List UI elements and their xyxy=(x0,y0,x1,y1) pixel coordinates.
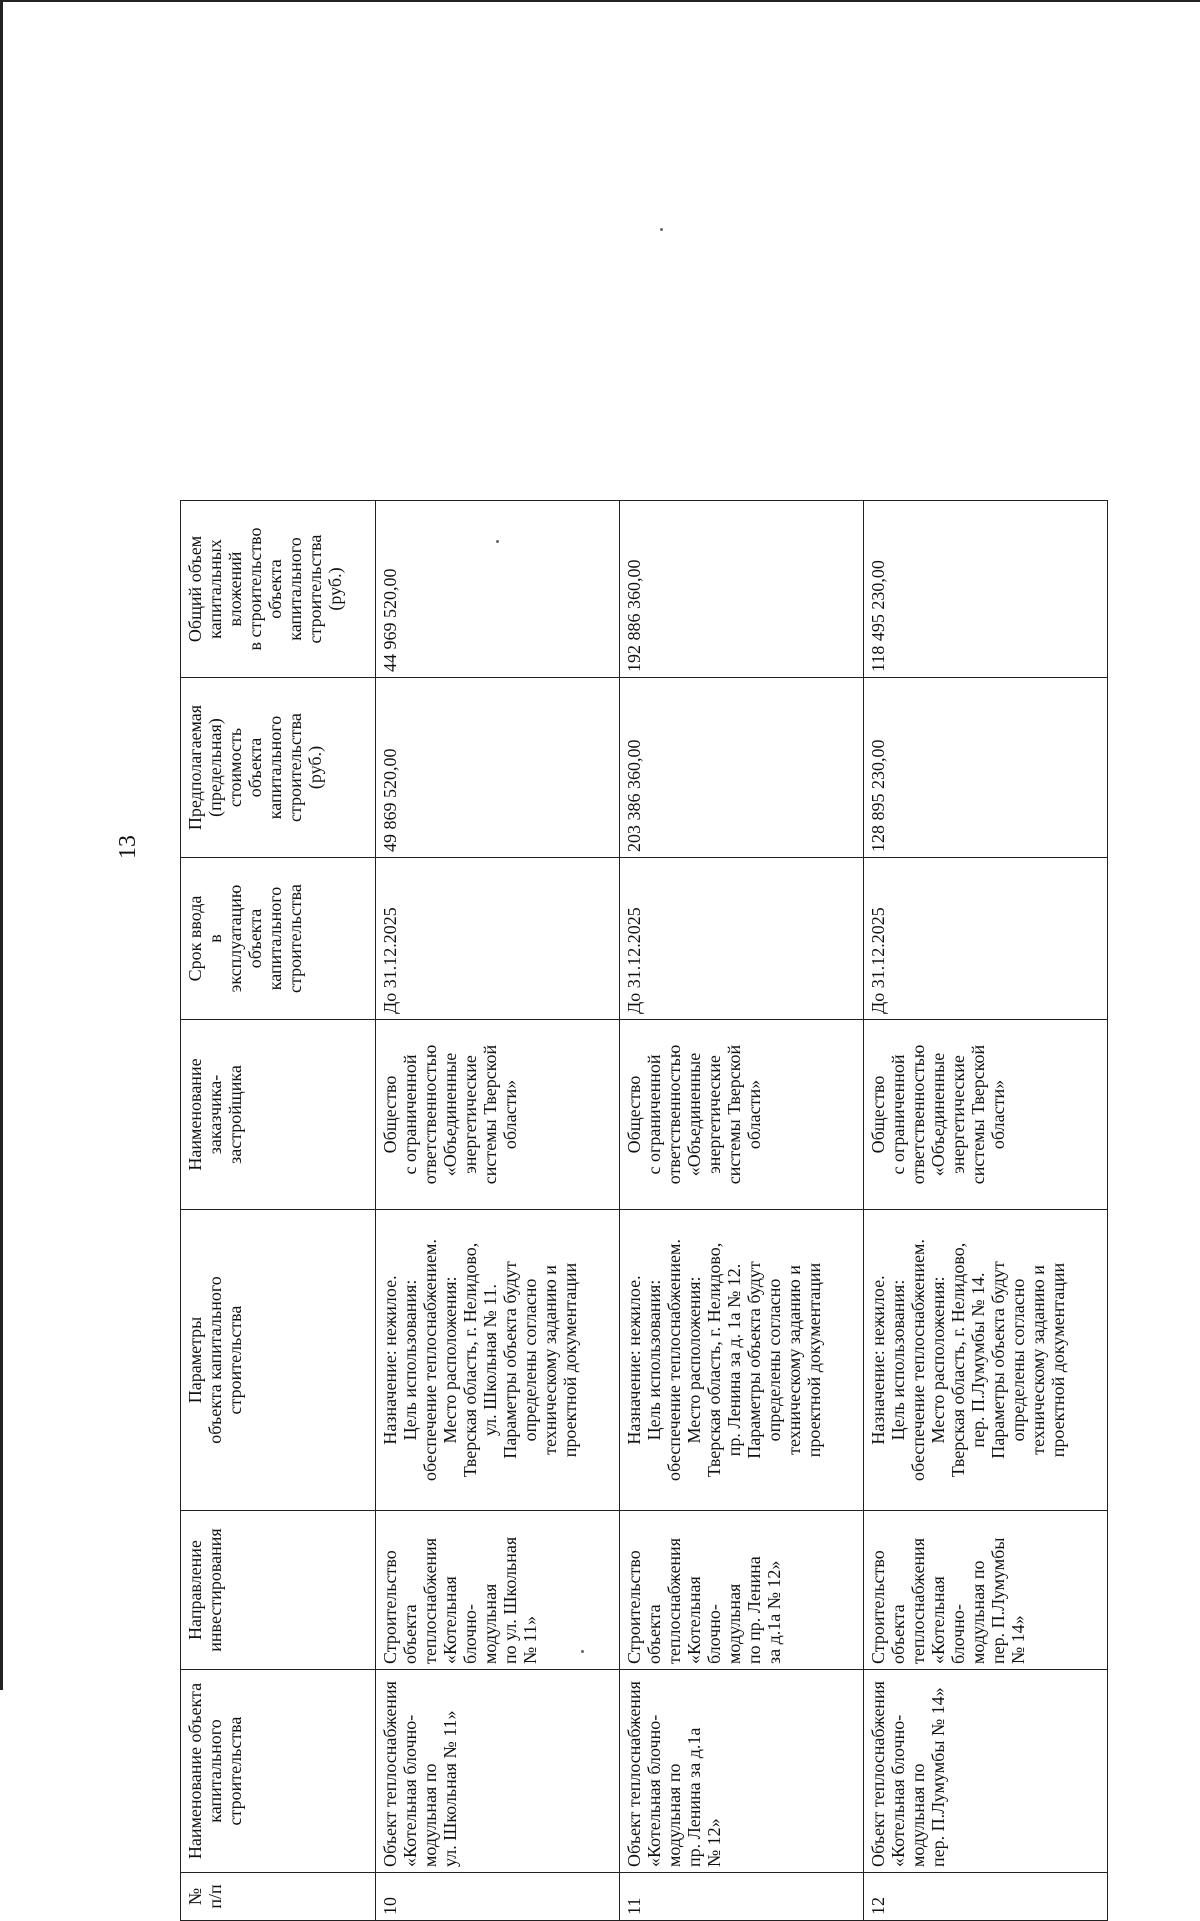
scan-edge-left xyxy=(0,0,3,1690)
cell-object-name: Объект теплоснабжения «Котельная блочно- модульная по пер. П.Лумумбы № 14» xyxy=(864,1670,1108,1873)
cell-direction: Строительство объекта теплоснабжения «Котельная блочно- модульная по пер. П.Лумумбы № 14» xyxy=(864,1511,1108,1670)
cell-total: 44 969 520,00 xyxy=(376,501,620,678)
cell-term: До 31.12.2025 xyxy=(864,858,1108,1020)
cell-cost: 128 895 230,00 xyxy=(864,678,1108,858)
cell-object-name: Объект теплоснабжения «Котельная блочно- модульная по пр. Ленина за д.1а № 12» xyxy=(620,1670,864,1873)
scan-speck xyxy=(581,1650,584,1653)
header-parameters: Параметры объекта капитального строительства xyxy=(181,1210,376,1511)
header-number: № п/п xyxy=(181,1873,376,1921)
header-direction: Направление инвестирования xyxy=(181,1511,376,1670)
header-term: Срок ввода в эксплуатацию объекта капитального строительства xyxy=(181,858,376,1020)
table-header-row xyxy=(181,501,376,1921)
cell-customer: Общество с ограниченной ответственностью «Объединенные энергетические системы Тверской области» xyxy=(376,1020,620,1210)
header-customer: Наименование заказчика- застройщика xyxy=(181,1020,376,1210)
cell-total: 192 886 360,00 xyxy=(620,501,864,678)
header-cost: Предполагаемая (предельная) стоимость объекта капитального строительства (руб.) xyxy=(181,678,376,858)
cell-direction: Строительство объекта теплоснабжения «Котельная блочно- модульная по пр. Ленина за д.1а № 12» xyxy=(620,1511,864,1670)
cell-direction: Строительство объекта теплоснабжения «Котельная блочно- модульная по ул. Школьная № 11» xyxy=(376,1511,620,1670)
page-number: 13 xyxy=(115,835,141,859)
cell-customer: Общество с ограниченной ответственностью «Объединенные энергетические системы Тверской области» xyxy=(620,1020,864,1210)
header-total: Общий объем капитальных вложений в строительство объекта капитального строительства (руб.) xyxy=(181,501,376,678)
scan-speck xyxy=(496,540,499,543)
cell-object-name: Объект теплоснабжения «Котельная блочно- модульная по ул. Школьная № 11» xyxy=(376,1670,620,1873)
cell-cost: 49 869 520,00 xyxy=(376,678,620,858)
cell-cost: 203 386 360,00 xyxy=(620,678,864,858)
cell-total: 118 495 230,00 xyxy=(864,501,1108,678)
header-object-name: Наименование объекта капитального строительства xyxy=(181,1670,376,1873)
cell-number: 11 xyxy=(620,1873,864,1921)
cell-term: До 31.12.2025 xyxy=(620,858,864,1020)
table-row xyxy=(376,501,620,1921)
cell-parameters: Назначение: нежилое. Цель использования: обеспечение теплоснабжением. Место расположения: Тверская область, г. Нелидово, ул. Школьная № 11. Параметры объекта будут определены согласно техническому заданию и проектной документации xyxy=(376,1210,620,1511)
cell-number: 12 xyxy=(864,1873,1108,1921)
table-row xyxy=(864,501,1108,1921)
investment-table xyxy=(180,500,1108,1921)
cell-parameters: Назначение: нежилое. Цель использования: обеспечение теплоснабжением. Место расположения: Тверская область, г. Нелидово, пр. Ленина за д. 1а № 12. Параметры объекта будут определены согласно техническому заданию и проектной документации xyxy=(620,1210,864,1511)
scan-edge-top xyxy=(0,0,1200,2)
cell-customer: Общество с ограниченной ответственностью «Объединенные энергетические системы Тверской области» xyxy=(864,1020,1108,1210)
cell-number: 10 xyxy=(376,1873,620,1921)
cell-parameters: Назначение: нежилое. Цель использования: обеспечение теплоснабжением. Место расположения: Тверская область, г. Нелидово, пер. П.Лумумбы № 14. Параметры объекта будут определены согласно техническому заданию и проектной документации xyxy=(864,1210,1108,1511)
investment-table-wrapper xyxy=(180,501,1108,1921)
cell-term: До 31.12.2025 xyxy=(376,858,620,1020)
scan-speck xyxy=(660,228,663,231)
table-row xyxy=(620,501,864,1921)
